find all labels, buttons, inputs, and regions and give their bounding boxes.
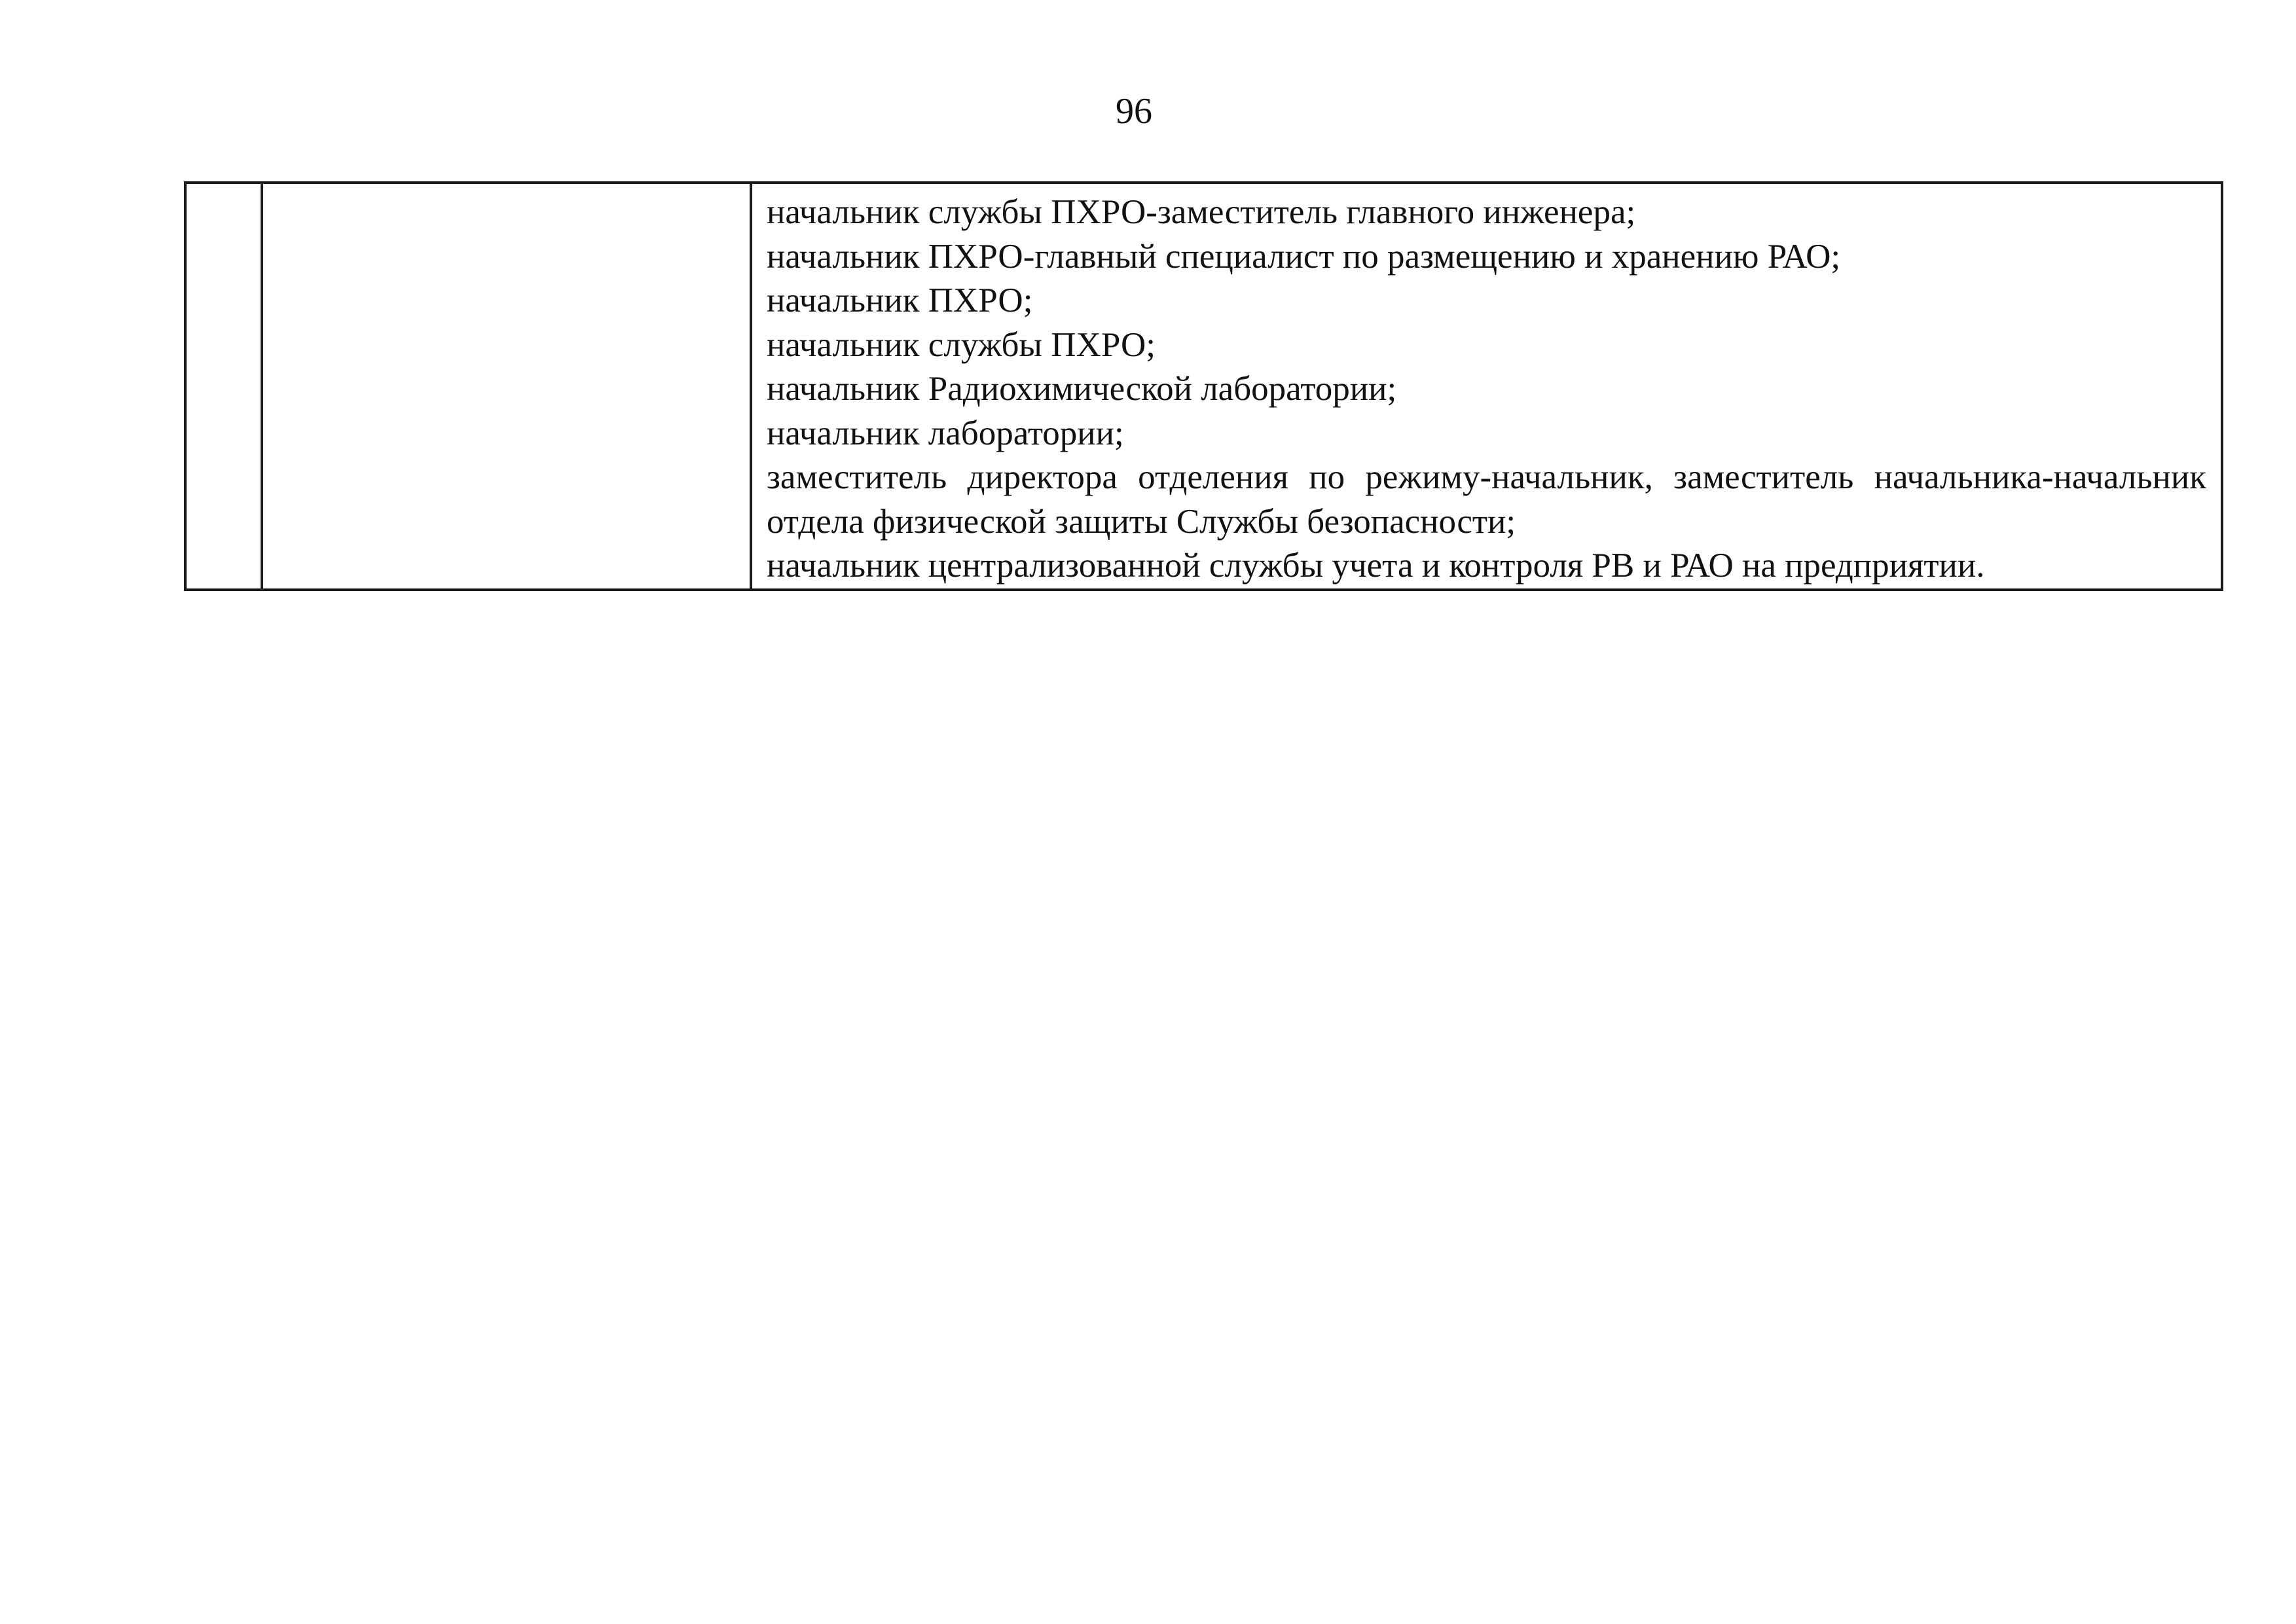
position-item: начальник службы ПХРО-заместитель главного инженера;: [767, 193, 1636, 231]
positions-table: [184, 181, 2223, 591]
position-item: начальник ПХРО-главный специалист по размещению и хранению РАО;: [767, 237, 1841, 276]
position-item: начальник Радиохимической лаборатории;: [767, 370, 1397, 408]
table-row: [185, 183, 2222, 590]
position-item: начальник ПХРО;: [767, 281, 1033, 319]
table-cell-number: [185, 183, 262, 590]
position-item: начальник службы ПХРО;: [767, 325, 1156, 364]
position-item: начальник централизованной службы учета и контроля РВ и РАО на предприятии.: [767, 547, 1985, 585]
position-item: заместитель директора отделения по режиму-начальник, заместитель начальника-начальник отдела физической защиты Службы безопасности;: [767, 458, 2206, 541]
table-cell-positions: [751, 183, 2222, 590]
position-item: начальник лаборатории;: [767, 414, 1124, 452]
table-cell-name: [262, 183, 751, 590]
page-number: 96: [1116, 91, 1152, 132]
